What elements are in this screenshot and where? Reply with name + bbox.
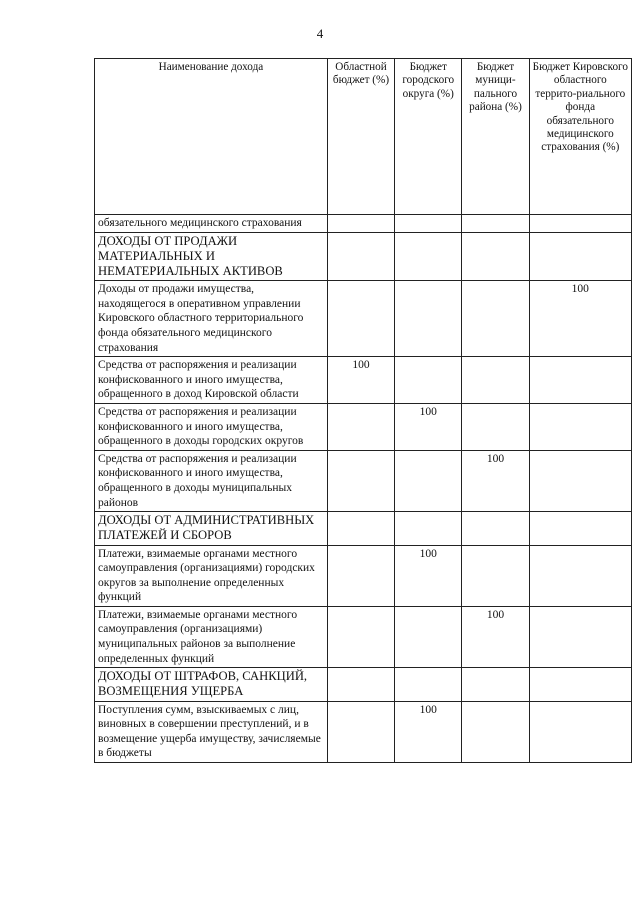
municipal-share-cell bbox=[462, 668, 529, 701]
fund-share-cell bbox=[529, 357, 631, 404]
income-name-cell: Поступления сумм, взыскиваемых с лиц, виновных в совершении преступлений, и в возмещение ущерба имуществу, зачисляемые в бюджеты bbox=[95, 701, 328, 762]
municipal-share-cell bbox=[462, 215, 529, 233]
municipal-share-cell bbox=[462, 357, 529, 404]
table-row bbox=[95, 403, 632, 450]
city-share-cell bbox=[395, 215, 462, 233]
table-row bbox=[95, 450, 632, 511]
page-number: 4 bbox=[316, 26, 324, 41]
income-distribution-table bbox=[94, 58, 632, 763]
income-name-cell: Платежи, взимаемые органами местного самоуправления (организациями) городских округов за выполнение определенных функций bbox=[95, 545, 328, 606]
income-name-cell: Доходы от продажи имущества, находящегося в оперативном управлении Кировского областного территориального фонда обязательного медицинского страхования bbox=[95, 281, 328, 357]
city-share-cell: 100 bbox=[395, 701, 462, 762]
regional-share-cell bbox=[327, 606, 394, 667]
municipal-share-cell: 100 bbox=[462, 450, 529, 511]
regional-share-cell bbox=[327, 512, 394, 545]
city-share-cell bbox=[395, 606, 462, 667]
fund-share-cell bbox=[529, 403, 631, 450]
income-name-cell: Средства от распоряжения и реализации конфискованного и иного имущества, обращенного в доход Кировской области bbox=[95, 357, 328, 404]
fund-share-cell bbox=[529, 545, 631, 606]
table-row bbox=[95, 606, 632, 667]
header-regional-budget: Областной бюджет (%) bbox=[327, 59, 394, 215]
table-row bbox=[95, 281, 632, 357]
regional-share-cell bbox=[327, 232, 394, 281]
city-share-cell bbox=[395, 232, 462, 281]
regional-share-cell bbox=[327, 215, 394, 233]
table-row bbox=[95, 215, 632, 233]
municipal-share-cell: 100 bbox=[462, 606, 529, 667]
fund-share-cell bbox=[529, 232, 631, 281]
municipal-share-cell bbox=[462, 701, 529, 762]
table-row-section bbox=[95, 232, 632, 281]
income-name-cell: Средства от распоряжения и реализации конфискованного и иного имущества, обращенного в доходы муниципальных районов bbox=[95, 450, 328, 511]
fund-share-cell bbox=[529, 606, 631, 667]
municipal-share-cell bbox=[462, 512, 529, 545]
table-row bbox=[95, 701, 632, 762]
section-heading-cell: ДОХОДЫ ОТ АДМИНИСТРАТИВНЫХ ПЛАТЕЖЕЙ И СБОРОВ bbox=[95, 512, 328, 545]
fund-share-cell bbox=[529, 450, 631, 511]
regional-share-cell bbox=[327, 545, 394, 606]
header-income-name: Наименование дохода bbox=[95, 59, 328, 215]
city-share-cell bbox=[395, 512, 462, 545]
table-row bbox=[95, 545, 632, 606]
header-city-budget: Бюджет городского округа (%) bbox=[395, 59, 462, 215]
fund-share-cell bbox=[529, 215, 631, 233]
table-header-row bbox=[95, 59, 632, 215]
city-share-cell: 100 bbox=[395, 545, 462, 606]
income-name-cell: Средства от распоряжения и реализации конфискованного и иного имущества, обращенного в доходы городских округов bbox=[95, 403, 328, 450]
municipal-share-cell bbox=[462, 545, 529, 606]
table-row-section bbox=[95, 668, 632, 701]
regional-share-cell bbox=[327, 450, 394, 511]
city-share-cell bbox=[395, 450, 462, 511]
fund-share-cell bbox=[529, 701, 631, 762]
section-heading-cell: ДОХОДЫ ОТ ШТРАФОВ, САНКЦИЙ, ВОЗМЕЩЕНИЯ УЩЕРБА bbox=[95, 668, 328, 701]
regional-share-cell bbox=[327, 701, 394, 762]
city-share-cell bbox=[395, 668, 462, 701]
fund-share-cell: 100 bbox=[529, 281, 631, 357]
header-medical-fund-budget: Бюджет Кировского областного террито-риального фонда обязательного медицинского страхования (%) bbox=[529, 59, 631, 215]
regional-share-cell bbox=[327, 668, 394, 701]
regional-share-cell bbox=[327, 403, 394, 450]
municipal-share-cell bbox=[462, 281, 529, 357]
city-share-cell bbox=[395, 357, 462, 404]
city-share-cell bbox=[395, 281, 462, 357]
regional-share-cell: 100 bbox=[327, 357, 394, 404]
fund-share-cell bbox=[529, 668, 631, 701]
table-row bbox=[95, 357, 632, 404]
municipal-share-cell bbox=[462, 403, 529, 450]
income-name-cell: обязательного медицинского страхования bbox=[95, 215, 328, 233]
table-row-section bbox=[95, 512, 632, 545]
regional-share-cell bbox=[327, 281, 394, 357]
fund-share-cell bbox=[529, 512, 631, 545]
header-municipal-budget: Бюджет муници-пального района (%) bbox=[462, 59, 529, 215]
municipal-share-cell bbox=[462, 232, 529, 281]
income-name-cell: Платежи, взимаемые органами местного самоуправления (организациями) муниципальных районов за выполнение определенных функций bbox=[95, 606, 328, 667]
section-heading-cell: ДОХОДЫ ОТ ПРОДАЖИ МАТЕРИАЛЬНЫХ И НЕМАТЕРИАЛЬНЫХ АКТИВОВ bbox=[95, 232, 328, 281]
city-share-cell: 100 bbox=[395, 403, 462, 450]
